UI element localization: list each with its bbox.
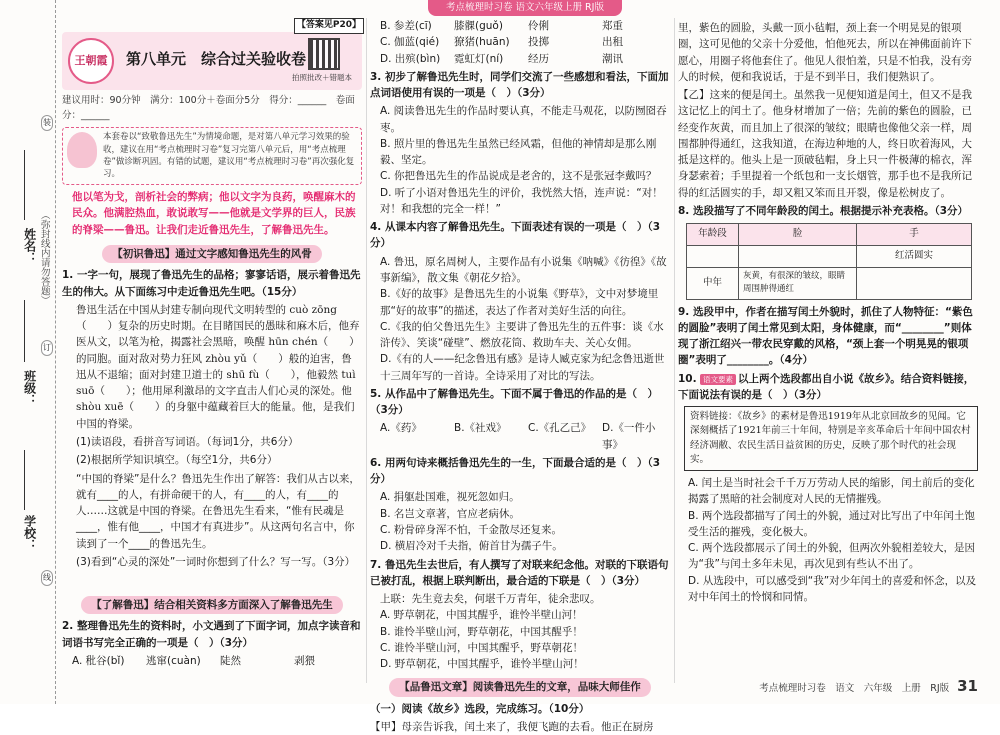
top-banner-text: 考点梳理时习卷 语文六年级上册 RJ版 xyxy=(428,0,622,16)
question-2-option-a[interactable]: A. 秕谷(bǐ) 逃窜(cuàn) 陡然 剥猥 xyxy=(72,654,315,667)
table-row xyxy=(687,268,972,299)
unit-header xyxy=(62,20,362,90)
question-7-option[interactable]: B. 谁怜半壁山河，野草朝花，中国其醒乎！ xyxy=(380,625,583,638)
question-6-option[interactable]: D. 横眉冷对千夫指，俯首甘为孺子牛。 xyxy=(380,540,563,553)
question-4-option[interactable]: B.《好的故事》是鲁迅先生的小说集《野草》，文中对梦境里那“好的故事”的描述，表达了作者对美好生活的向往。 xyxy=(380,288,659,317)
page-number: 31 xyxy=(957,676,978,695)
question-1-title: 1. 一字一句，展现了鲁迅先生的品格；寥寥话语，展示着鲁迅先生的伟大。从下面练习中走近鲁迅先生吧。（15分） xyxy=(62,269,361,298)
question-5-title: 5. 从作品中了解鲁迅先生。下面不属于鲁迅的作品的是（ ）（3分） xyxy=(370,387,658,417)
name-line xyxy=(24,150,25,220)
question-1-part-1: (1)读语段，看拼音写词语。（每词1分，共6分） xyxy=(76,436,299,448)
table-cell-blank[interactable] xyxy=(857,268,972,299)
core-element-tag: 语文要素 xyxy=(700,374,736,386)
question-6-option[interactable]: A. 捐躯赴国难，视死忽如归。 xyxy=(380,491,520,504)
answer-reference: 【答案见P20】 xyxy=(294,18,364,34)
question-1-part-3: (3)看到“心灵的深处”一词时你想到了什么？写一写。（3分） xyxy=(76,555,356,568)
section-heading: 【了解鲁迅】结合相关资料多方面深入了解鲁迅先生 xyxy=(62,596,362,614)
intro-note xyxy=(62,127,362,184)
table-header-cell: 年龄段 xyxy=(687,224,739,246)
table-row xyxy=(687,246,972,268)
binding-hole-2: 订 xyxy=(41,340,53,356)
question-4-option[interactable]: D.《有的人——纪念鲁迅有感》是诗人臧克家为纪念鲁迅逝世十三周年写的一首诗。全诗采用了对比的写法。 xyxy=(380,353,665,382)
question-10-option[interactable]: A. 闰土是当时社会千千万万劳动人民的缩影，闰土前后的变化揭露了黑暗的社会制度对人民的无情摧残。 xyxy=(688,477,975,506)
grade-line xyxy=(24,300,25,362)
question-4-title: 4. 从课本内容了解鲁迅先生。下面表述有误的一项是（ ）（3分） xyxy=(370,221,661,250)
brand-logo xyxy=(68,38,114,84)
column-2 xyxy=(370,18,670,733)
question-7-title: 7. 鲁迅先生去世后，有人撰写了对联来纪念他。对联的下联语句已被打乱，根据上联判断出，最合适的下联是（ ）（3分） xyxy=(370,558,669,587)
question-7-option[interactable]: D. 野草朝花，中国其醒乎，谁怜半壁山河！ xyxy=(380,658,584,671)
school-label: 学校： xyxy=(22,515,37,551)
binding-hole-1: 装 xyxy=(41,115,53,131)
question-10-title: 10. 语文要素 以上两个选段都出自小说《故乡》。结合资料链接，下面说法有误的是（ ）（3分） xyxy=(678,372,975,401)
binding-hole-3: 线 xyxy=(41,570,53,586)
page-footer xyxy=(759,675,978,698)
reference-link-box: 资料链接：《故乡》的素材是鲁迅1919年从北京回故乡的见闻。它深刻概括了1921年前三十年间，特别是辛亥革命后十年间中国农村经济凋敝、农民生活日益贫困的历史，反映了那个时代的社会现实。 xyxy=(684,406,978,471)
unit-title: 第八单元 综合过关验收卷 xyxy=(126,50,307,68)
question-10-option[interactable]: B. 两个选段都描写了闰土的外貌，通过对比写出了中年闰土饱受生活的摧残，变化极大。 xyxy=(688,509,975,538)
reading-1-title: （一）阅读《故乡》选段，完成练习。（10分） xyxy=(370,702,590,715)
question-1-part-2: (2)根据所学知识填空。（每空1分，共6分） xyxy=(76,454,278,467)
question-1-passage: 鲁迅生活在中国从封建专制向现代文明转型的 cuò zōng（ ）复杂的历史时期。在目睹国民的愚昧和麻木后，他弃医从文，以笔为枪，揭露社会黑暗，唤醒 hūn chén（ ）的同胞。面对敌对势力狂风 zhòu yǔ（ ）般的迫害，鲁迅从不退缩；面对封建卫道士的 shū fù（ ），他毅然 tuì suō（ ）；他用犀利激昂的文字直击人们心灵的深处。他 shòu xuē（ ）的身躯中蕴藏着巨大的能量。他，是我们中国的脊梁。 xyxy=(76,303,360,430)
table-cell: 灰黄，有很深的皱纹，眼睛周围肿得通红 xyxy=(739,268,857,299)
question-9[interactable]: 9. 选段甲中，作者在描写闰土外貌时，抓住了人物特征：“紫色的圆脸”表明了闰土常见到太阳，身体健康，而“________”则体现了浙江绍兴一带农民穿戴的风格，“颈上套一个明晃晃的银项圈”表明了________。（4分） xyxy=(678,305,973,367)
question-2-title: 2. 整理鲁迅先生的资料时，小文遇到了下面字词，加点字读音和词语书写完全正确的一项是（ ）（3分） xyxy=(62,620,361,649)
question-10-option[interactable]: C. 两个选段都展示了闰土的外貌，但两次外貌相差较大，是因为“我”与闰土多年未见，再次见到有些认不出了。 xyxy=(688,542,976,571)
table-header-cell: 手 xyxy=(857,224,972,246)
logo-text: 王朝霞 xyxy=(74,54,108,68)
question-10-option[interactable]: D. 从选段中，可以感受到“我”对少年闰土的喜爱和怀念，以及对中年闰土的怜悯和同情。 xyxy=(688,574,977,603)
question-2-option-d[interactable]: D. 出殡(bìn) 霓虹灯(ní) 经历 潮讯 xyxy=(380,52,623,65)
question-4-option[interactable]: A. 鲁迅，原名周树人，主要作品有小说集《呐喊》《彷徨》《故事新编》，散文集《朝花夕拾》。 xyxy=(380,255,667,284)
question-1-quote[interactable]: “中国的脊梁”是什么？鲁迅先生作出了解答：我们从古以来，就有____的人，有拼命硬干的人，有____的人，有____的人……这就是中国的脊梁。在鲁迅先生看来，“惟有民魂是____，惟有他____，中国才有真进步”。从这两句名言中，你读到了一个____的鲁迅先生。 xyxy=(76,472,360,550)
question-6-option[interactable]: B. 名岂文章著，官应老病休。 xyxy=(380,507,520,520)
question-7-upper-couplet: 上联：先生竟去矣，何堪千万青年，徒余悲叹。 xyxy=(380,593,601,606)
school-line xyxy=(24,450,25,510)
column-1 xyxy=(62,18,362,683)
footer-text: 考点梳理时习卷 语文 六年级 上册 RJ版 xyxy=(759,682,950,694)
qr-caption: 拍照批改＋错题本 xyxy=(292,73,352,82)
section-heading: 【品鲁迅文章】阅读鲁迅先生的文章，品味大师佳作 xyxy=(370,678,670,696)
question-3-option[interactable]: A. 阅读鲁迅先生的作品时要认真，不能走马观花，以防囫囵吞枣。 xyxy=(380,105,667,134)
question-4-option[interactable]: C.《我的伯父鲁迅先生》主要讲了鲁迅先生的五件事：谈《水浒传》、笑谈“碰壁”、燃放花筒、救助车夫、关心女佣。 xyxy=(380,320,664,350)
runtu-table xyxy=(686,223,972,299)
question-8-title: 8. 选段描写了不同年龄段的闰土。根据提示补充表格。（3分） xyxy=(678,204,969,217)
question-7-option[interactable]: A. 野草朝花，中国其醒乎，谁怜半壁山河！ xyxy=(380,609,583,622)
section-heading: 【初识鲁迅】通过文字感知鲁迅先生的风骨 xyxy=(62,245,362,263)
column-divider xyxy=(674,18,675,683)
question-6-title: 6. 用两句诗来概括鲁迅先生的一生，下面最合适的是（ ）（3分） xyxy=(370,456,661,486)
mascot-icon xyxy=(67,132,97,168)
binding-margin xyxy=(0,0,56,704)
question-3-option[interactable]: D. 听了小语对鲁迅先生的评价，我恍然大悟，连声说：“对！对！和我想的完全一样！” xyxy=(380,186,663,215)
question-3-option[interactable]: B. 照片里的鲁迅先生虽然已经风霜，但他的神情却是那么刚毅、坚定。 xyxy=(380,137,657,167)
seal-warning: （弥封线内请勿答题） xyxy=(38,210,50,305)
question-2-option-b[interactable]: B. 参差(cī) 膝髁(guǒ) 伶俐 郑重 xyxy=(380,20,623,32)
lead-paragraph: 他以笔为戈，剖析社会的弊病；他以文字为良药，唤醒麻木的民众。他满腔热血，敢说敢写——他就是文学界的巨人，民族的脊梁——鲁迅。让我们走近鲁迅先生，了解鲁迅先生。 xyxy=(72,190,356,237)
table-cell-blank[interactable] xyxy=(739,246,857,268)
grade-label: 班级： xyxy=(22,370,37,406)
question-7-option[interactable]: C. 谁怜半壁山河，中国其醒乎，野草朝花！ xyxy=(380,641,584,654)
question-2-option-c[interactable]: C. 伽蓝(qié) 獠猪(huān) 投掷 出租 xyxy=(380,36,623,49)
qr-code-icon[interactable] xyxy=(308,38,340,70)
question-5-options[interactable]: A.《药》 B.《社戏》 C.《孔乙己》 D.《一件小事》 xyxy=(380,422,656,451)
intro-note-text: 本套卷以“致敬鲁迅先生”为情境命题，是对第八单元学习效果的验收，建议在用“考点梳理时习卷”复习完第八单元后，用“考点梳理卷”做诊断巩固。有错的试题，建议用“考点梳理时习卷”再次强化复习。 xyxy=(103,132,355,180)
exam-meta: 建议用时：90分钟 满分：100分＋卷面分5分 得分：______ 卷面分：______ xyxy=(62,95,355,121)
table-header-cell: 脸 xyxy=(739,224,857,246)
question-6-option[interactable]: C. 粉骨碎身浑不怕，千金散尽还复来。 xyxy=(380,523,563,536)
top-banner xyxy=(60,0,990,16)
passage-yi: 【乙】这来的便是闰土。虽然我一见便知道是闰土，但又不是我这记忆上的闰土了。他身材增加了一倍；先前的紫色的圆脸，已经变作灰黄，而且加上了很深的皱纹；眼睛也像他父亲一样，周围都肿得通红，这我知道，在海边种地的人，终日吹着海风，大抵是这样的。他头上是一顶破毡帽，身上只一件极薄的棉衣，浑身瑟索着；手里提着一个纸包和一支长烟管，那手也不是我所记得的红活圆实的手，却又粗又笨而且开裂，像是松树皮了。 xyxy=(678,89,972,199)
question-3-option[interactable]: C. 你把鲁迅先生的作品说成是老舍的，这不是张冠李戴吗？ xyxy=(380,170,657,183)
name-label: 姓名： xyxy=(22,228,37,264)
table-header-row xyxy=(687,224,972,246)
column-3 xyxy=(678,18,978,683)
question-3-title: 3. 初步了解鲁迅先生时，同学们交流了一些感想和看法，下面加点词语使用有误的一项是（ ）（3分） xyxy=(370,70,669,100)
table-cell-blank[interactable] xyxy=(687,246,739,268)
passage-jia: 【甲】母亲告诉我，闰土来了，我便飞跑的去看。他正在厨房 xyxy=(370,720,654,733)
table-cell: 红活圆实 xyxy=(857,246,972,268)
passage-jia-continued: 里，紫色的圆脸，头戴一顶小毡帽，颈上套一个明晃晃的银项圈，这可见他的父亲十分爱他，怕他死去，所以在神佛面前许下愿心，用圈子将他套住了。他见人很怕羞，只是不怕我，没有旁人的时候，便和我说话，于是不到半日，我们便熟识了。 xyxy=(678,22,972,83)
table-cell: 中年 xyxy=(687,268,739,299)
column-divider xyxy=(366,18,367,683)
